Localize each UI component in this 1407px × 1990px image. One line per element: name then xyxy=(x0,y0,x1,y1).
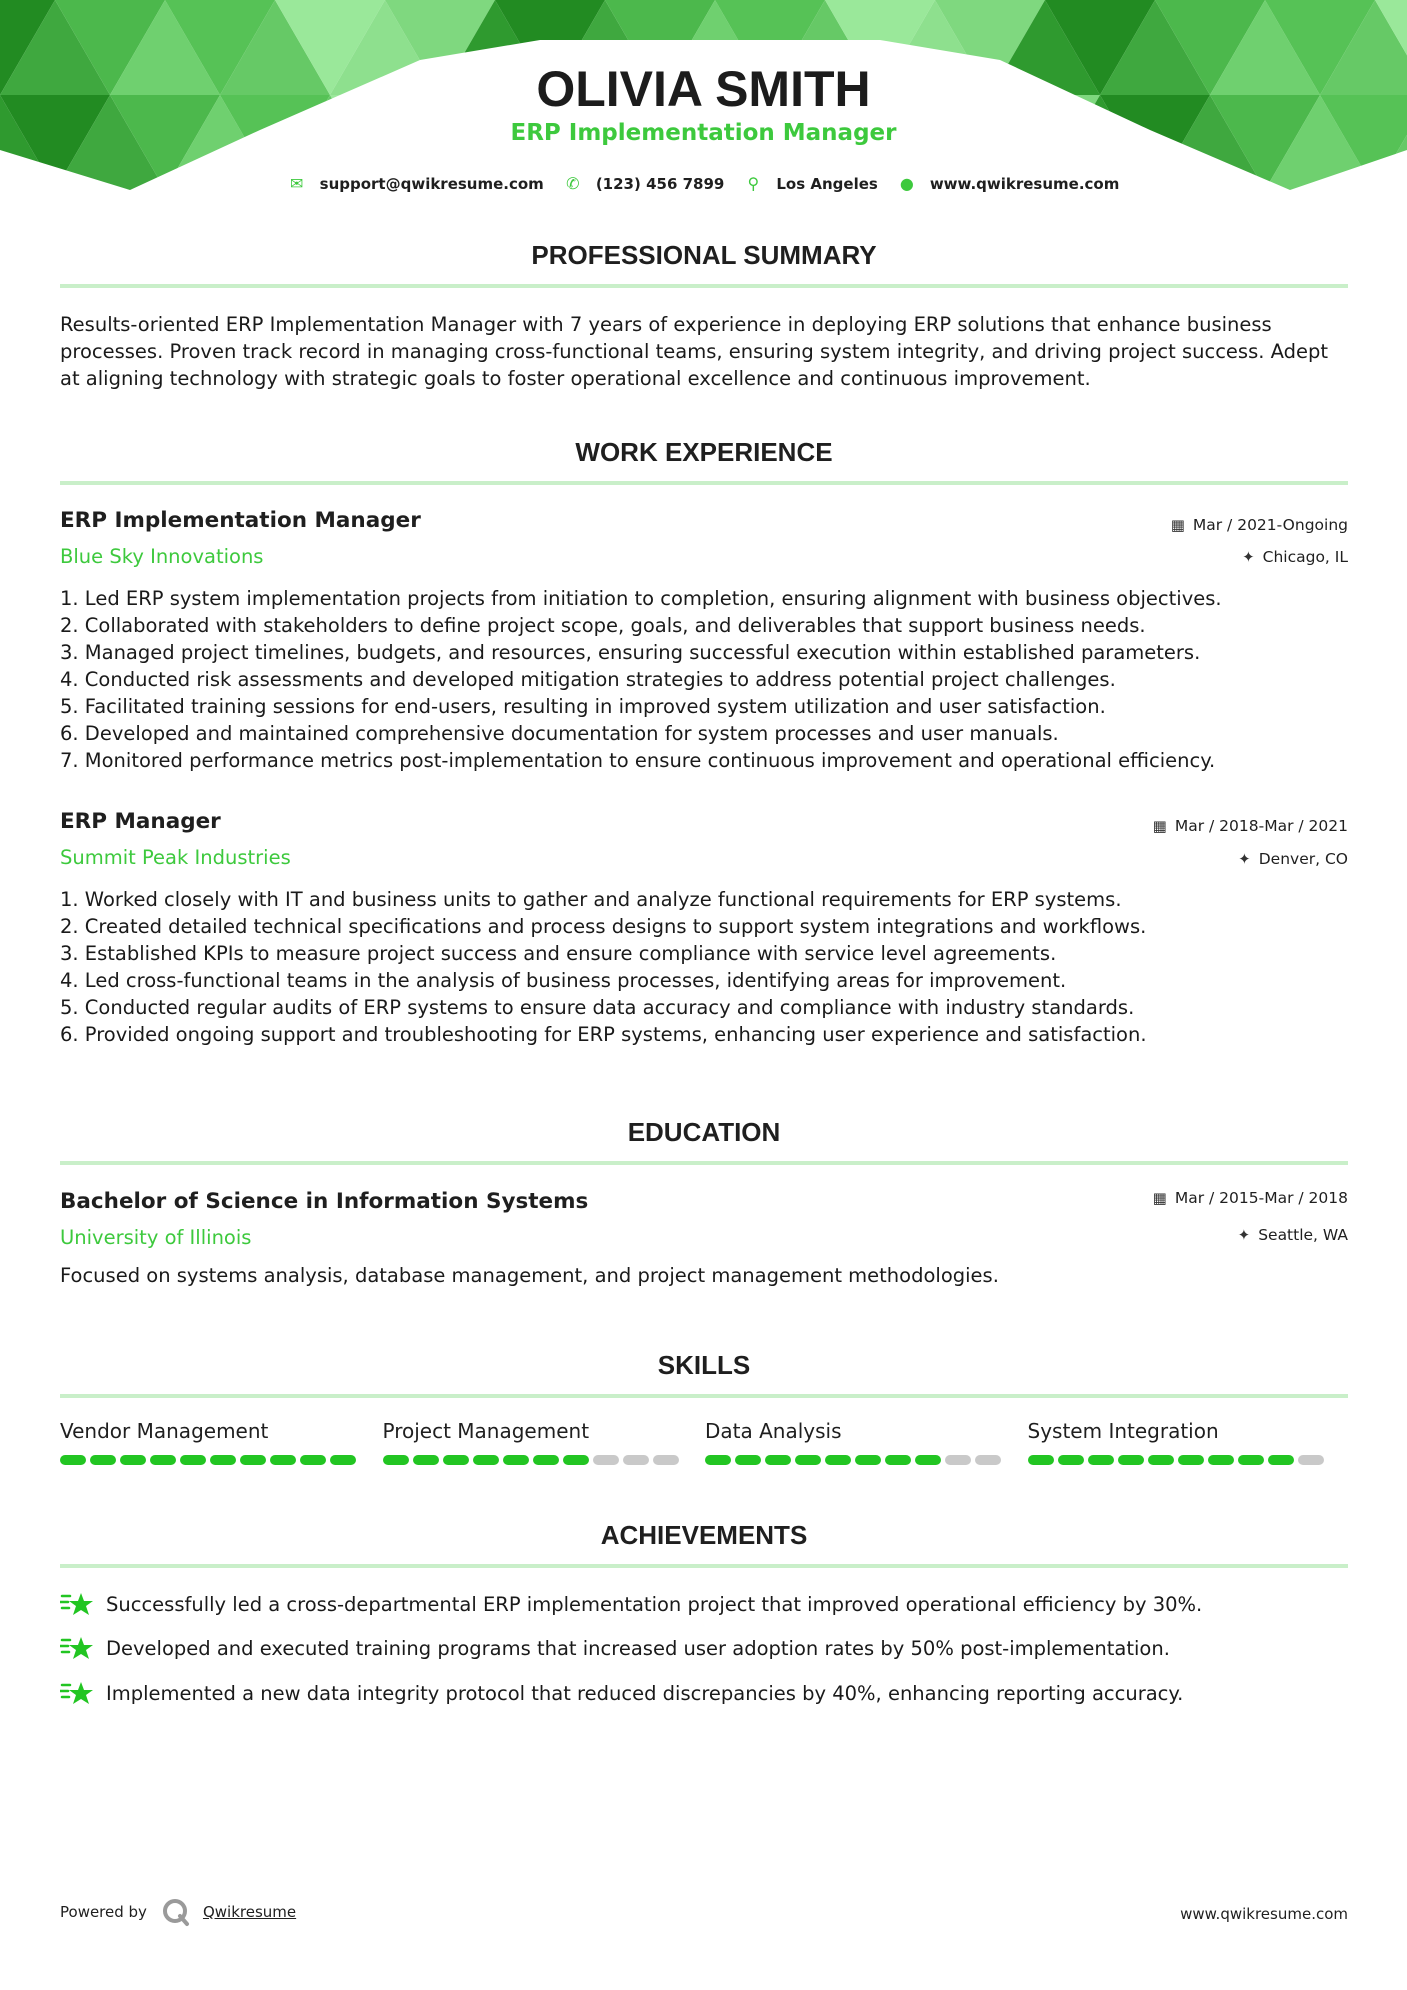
pushpin-icon: ✦ xyxy=(1237,1226,1251,1244)
section-title-achievements: ACHIEVEMENTS xyxy=(600,1520,808,1550)
skill-level-segment xyxy=(945,1455,971,1465)
job-dates-text: Mar / 2018-Mar / 2021 xyxy=(1174,817,1348,835)
shooting-star-icon xyxy=(60,1590,94,1618)
job-title: ERP Manager xyxy=(60,809,221,834)
contact-email-text: support@qwikresume.com xyxy=(319,174,544,193)
skill-level-segment xyxy=(473,1455,499,1465)
job-responsibilities xyxy=(60,886,1350,1048)
list-item: 1. Led ERP system implementation projects from initiation to completion, ensuring alignment with business objectives. xyxy=(60,587,1222,610)
skill-level-segment xyxy=(765,1455,791,1465)
powered-by-label: Powered by xyxy=(60,1903,147,1921)
shooting-star-icon xyxy=(60,1679,94,1707)
contact-phone-text: (123) 456 7899 xyxy=(595,174,725,193)
map-pin-icon: ⚲ xyxy=(747,174,760,193)
skill-level-bar xyxy=(60,1455,383,1465)
skill-level-bar xyxy=(705,1455,1028,1465)
skill-level-segment xyxy=(975,1455,1001,1465)
list-item: 2. Collaborated with stakeholders to define project scope, goals, and deliverables that support business needs. xyxy=(60,614,1146,637)
job-location-text: Denver, CO xyxy=(1258,850,1348,868)
calendar-icon: ▦ xyxy=(1152,1189,1167,1207)
section-title-skills: SKILLS xyxy=(657,1350,751,1380)
list-item: 6. Developed and maintained comprehensive documentation for system processes and user manuals. xyxy=(60,722,1059,745)
section-title-education: EDUCATION xyxy=(627,1117,781,1147)
skill-level-segment xyxy=(563,1455,589,1465)
shooting-star-icon xyxy=(60,1634,94,1662)
company-name: Summit Peak Industries xyxy=(60,846,291,869)
qwikresume-logo-icon xyxy=(161,1897,191,1927)
skill-level-segment xyxy=(623,1455,649,1465)
section-title-experience: WORK EXPERIENCE xyxy=(575,437,833,467)
contact-website-text: www.qwikresume.com xyxy=(929,174,1120,193)
skill-level-segment xyxy=(885,1455,911,1465)
list-item: 2. Created detailed technical specifications and process designs to support system integrations and workflows. xyxy=(60,915,1147,938)
calendar-icon: ▦ xyxy=(1152,817,1167,835)
skill-item xyxy=(60,1419,383,1465)
skills-grid xyxy=(60,1419,1350,1465)
globe-icon: ● xyxy=(899,174,914,193)
skill-level-segment xyxy=(705,1455,731,1465)
skill-level-segment xyxy=(443,1455,469,1465)
skill-level-segment xyxy=(413,1455,439,1465)
skill-level-segment xyxy=(1268,1455,1294,1465)
qwikresume-link[interactable]: Qwikresume xyxy=(202,1903,297,1921)
company-name: Blue Sky Innovations xyxy=(60,545,264,568)
skill-name: Data Analysis xyxy=(705,1419,842,1443)
education-dates xyxy=(1153,1189,1348,1207)
skill-level-segment xyxy=(270,1455,296,1465)
section-divider xyxy=(60,481,1348,485)
education-dates-text: Mar / 2015-Mar / 2018 xyxy=(1174,1189,1348,1207)
skill-item xyxy=(1028,1419,1351,1465)
achievement-item xyxy=(60,1634,1170,1662)
list-item: 3. Established KPIs to measure project success and ensure compliance with service level agreements. xyxy=(60,942,1057,965)
skill-level-segment xyxy=(300,1455,326,1465)
skill-level-segment xyxy=(1148,1455,1174,1465)
contact-location xyxy=(744,174,877,193)
achievement-item xyxy=(60,1590,1202,1618)
contact-bar xyxy=(0,174,1407,193)
skill-level-segment xyxy=(533,1455,559,1465)
degree-title: Bachelor of Science in Information Systems xyxy=(60,1189,589,1214)
list-item: 4. Conducted risk assessments and developed mitigation strategies to address potential project challenges. xyxy=(60,668,1116,691)
job-title: ERP Implementation Manager xyxy=(60,508,421,533)
list-item: 4. Led cross-functional teams in the analysis of business processes, identifying areas for improvement. xyxy=(60,969,1067,992)
job-location xyxy=(1242,548,1348,566)
job-dates xyxy=(1171,516,1348,534)
section-divider xyxy=(60,284,1348,288)
skill-level-segment xyxy=(1058,1455,1084,1465)
skill-level-segment xyxy=(330,1455,356,1465)
skill-level-segment xyxy=(1238,1455,1264,1465)
pushpin-icon: ✦ xyxy=(1238,850,1251,868)
skill-level-segment xyxy=(1118,1455,1144,1465)
section-title-summary: PROFESSIONAL SUMMARY xyxy=(531,240,877,270)
list-item: 3. Managed project timelines, budgets, and resources, ensuring successful execution within established parameters. xyxy=(60,641,1201,664)
contact-website[interactable] xyxy=(898,174,1120,193)
candidate-name: OLIVIA SMITH xyxy=(536,61,871,117)
contact-email[interactable] xyxy=(288,174,544,193)
achievement-item xyxy=(60,1679,1183,1707)
job-location-text: Chicago, IL xyxy=(1262,548,1348,566)
education-location xyxy=(1238,1226,1348,1244)
list-item: 7. Monitored performance metrics post-implementation to ensure continuous improvement and operational efficiency. xyxy=(60,749,1216,772)
skill-level-segment xyxy=(825,1455,851,1465)
achievement-text: Implemented a new data integrity protocol that reduced discrepancies by 40%, enhancing reporting accuracy. xyxy=(106,1681,1184,1705)
skill-level-segment xyxy=(593,1455,619,1465)
skill-level-segment xyxy=(915,1455,941,1465)
education-description: Focused on systems analysis, database management, and project management methodologies. xyxy=(60,1264,999,1287)
list-item: 6. Provided ongoing support and troubleshooting for ERP systems, enhancing user experience and satisfaction. xyxy=(60,1023,1147,1046)
list-item: 5. Conducted regular audits of ERP systems to ensure data accuracy and compliance with industry standards. xyxy=(60,996,1135,1019)
skill-level-segment xyxy=(1088,1455,1114,1465)
footer-branding xyxy=(60,1897,296,1927)
phone-icon: ✆ xyxy=(566,174,580,193)
skill-level-segment xyxy=(1178,1455,1204,1465)
skill-level-segment xyxy=(90,1455,116,1465)
skill-level-segment xyxy=(735,1455,761,1465)
skill-level-segment xyxy=(240,1455,266,1465)
skill-level-bar xyxy=(383,1455,706,1465)
skill-level-segment xyxy=(120,1455,146,1465)
list-item: 1. Worked closely with IT and business units to gather and analyze functional requirements for ERP systems. xyxy=(60,888,1122,911)
skill-level-segment xyxy=(503,1455,529,1465)
school-name: University of Illinois xyxy=(60,1226,252,1249)
skill-level-segment xyxy=(1028,1455,1054,1465)
summary-text: Results-oriented ERP Implementation Manager with 7 years of experience in deploying ERP solutions that enhance business processes. Proven track record in managing cross-functional teams, ensuring system integrity, and driving project success. Adept at aligning technology with strategic goals to foster operational excellence and continuous improvement. xyxy=(60,313,1329,390)
list-item: 5. Facilitated training sessions for end-users, resulting in improved system utilization and user satisfaction. xyxy=(60,695,1106,718)
achievement-text: Successfully led a cross-departmental ERP implementation project that improved operational efficiency by 30%. xyxy=(106,1592,1203,1616)
education-location-text: Seattle, WA xyxy=(1258,1226,1348,1244)
skill-level-segment xyxy=(210,1455,236,1465)
job-responsibilities xyxy=(60,585,1350,774)
envelope-icon: ✉ xyxy=(289,174,304,193)
achievement-text: Developed and executed training programs that increased user adoption rates by 50% post-implementation. xyxy=(106,1636,1170,1660)
calendar-icon: ▦ xyxy=(1170,516,1185,534)
pushpin-icon: ✦ xyxy=(1242,548,1255,566)
skill-name: Vendor Management xyxy=(60,1419,269,1443)
section-divider xyxy=(60,1564,1348,1568)
skill-level-segment xyxy=(60,1455,86,1465)
skill-level-segment xyxy=(1298,1455,1324,1465)
skill-level-segment xyxy=(855,1455,881,1465)
section-divider xyxy=(60,1161,1348,1165)
skill-name: System Integration xyxy=(1027,1419,1219,1443)
job-dates-text: Mar / 2021-Ongoing xyxy=(1192,516,1348,534)
section-divider xyxy=(60,1394,1348,1398)
skill-name: Project Management xyxy=(382,1419,590,1443)
contact-location-text: Los Angeles xyxy=(776,174,878,193)
job-dates xyxy=(1153,817,1348,835)
skill-item xyxy=(705,1419,1028,1465)
skill-level-bar xyxy=(1028,1455,1351,1465)
skill-item xyxy=(383,1419,706,1465)
footer-website[interactable]: www.qwikresume.com xyxy=(1180,1905,1348,1923)
skill-level-segment xyxy=(1208,1455,1234,1465)
candidate-role: ERP Implementation Manager xyxy=(510,120,897,146)
job-location xyxy=(1238,850,1348,868)
skill-level-segment xyxy=(150,1455,176,1465)
skill-level-segment xyxy=(653,1455,679,1465)
skill-level-segment xyxy=(180,1455,206,1465)
contact-phone[interactable] xyxy=(564,174,725,193)
skill-level-segment xyxy=(795,1455,821,1465)
skill-level-segment xyxy=(383,1455,409,1465)
